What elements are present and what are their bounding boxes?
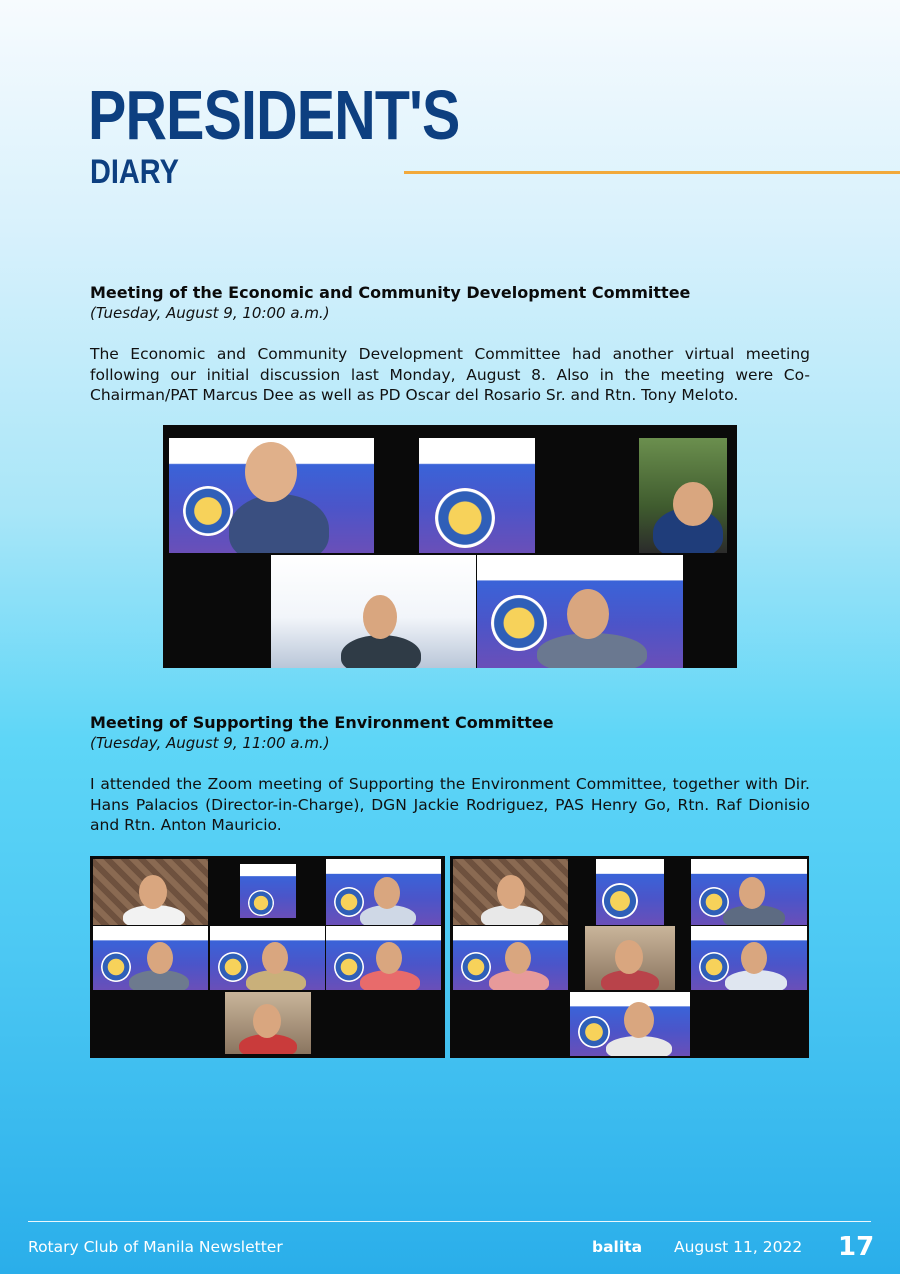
rotary-seal-image: [334, 952, 364, 982]
section-1-date: (Tuesday, August 9, 10:00 a.m.): [90, 304, 330, 322]
rotary-seal-image: [578, 1016, 610, 1048]
participant-head: [253, 1004, 281, 1038]
rotary-seal-image: [435, 488, 495, 548]
participant-head: [245, 442, 297, 502]
participant-tile: [453, 926, 568, 990]
rotary-seal-image: [491, 595, 547, 651]
participant-tile: [225, 992, 311, 1054]
zoom-meeting-photo-1: [163, 425, 737, 668]
footer-divider: [28, 1221, 871, 1222]
rotary-seal-image: [461, 952, 491, 982]
participant-tile: [326, 926, 441, 990]
participant-tile: [585, 926, 675, 990]
participant-head: [363, 595, 397, 639]
zoom-meeting-photo-2: [90, 856, 445, 1058]
rotary-seal-image: [602, 883, 638, 919]
rotary-seal-image: [699, 952, 729, 982]
participant-head: [615, 940, 643, 974]
zoom-meeting-photo-3: [450, 856, 809, 1058]
participant-image: [229, 494, 329, 553]
footer-brand: balita: [592, 1238, 643, 1256]
participant-head: [741, 942, 767, 974]
participant-tile: [93, 926, 208, 990]
participant-tile: [639, 438, 727, 553]
participant-tile: [169, 438, 374, 553]
participant-tile: [326, 859, 441, 925]
section-2-heading: Meeting of Supporting the Environment Committee: [90, 713, 554, 732]
rotary-seal-image: [248, 890, 274, 916]
participant-head: [262, 942, 288, 974]
rotary-seal-image: [101, 952, 131, 982]
participant-head: [147, 942, 173, 974]
section-2-body: I attended the Zoom meeting of Supporting the Environment Committee, together with Dir. Hans Palacios (Director-in-Charge), DGN Jackie Rodriguez, PAS Henry Go, Rtn. Raf Dionisio and Rtn. Anton Mauricio.: [90, 775, 810, 834]
title-accent-rule: [404, 171, 900, 174]
participant-tile: [477, 555, 683, 668]
participant-head: [624, 1002, 654, 1038]
participant-head: [673, 482, 713, 526]
participant-image: [606, 1036, 672, 1056]
participant-head: [139, 875, 167, 909]
participant-tile: [240, 864, 296, 918]
participant-tile: [453, 859, 568, 925]
participant-head: [505, 942, 531, 974]
participant-head: [497, 875, 525, 909]
rotary-seal-image: [218, 952, 248, 982]
participant-head: [376, 942, 402, 974]
participant-head: [567, 589, 609, 639]
section-1-body: The Economic and Community Development Committee had another virtual meeting following our initial discussion last Monday, August 8. Also in the meeting were Co-Chairman/PAT Marcus Dee as well as PD Oscar del Rosario Sr. and Rtn. Tony Meloto.: [90, 345, 810, 404]
participant-tile: [271, 555, 476, 668]
page-title: PRESIDENT'S: [88, 76, 460, 154]
rotary-seal-image: [334, 887, 364, 917]
participant-tile: [570, 992, 690, 1056]
page-number: 17: [838, 1232, 875, 1262]
participant-tile: [93, 859, 208, 925]
footer-publication: Rotary Club of Manila Newsletter: [28, 1238, 283, 1256]
rotary-seal-image: [183, 486, 233, 536]
participant-head: [374, 877, 400, 909]
section-1-heading: Meeting of the Economic and Community Development Committee: [90, 283, 691, 302]
footer-date: August 11, 2022: [674, 1238, 803, 1256]
participant-tile: [691, 926, 807, 990]
participant-tile: [691, 859, 807, 925]
participant-tile: [210, 926, 325, 990]
participant-tile: [419, 438, 535, 553]
participant-image: [341, 635, 421, 668]
participant-head: [739, 877, 765, 909]
section-2-date: (Tuesday, August 9, 11:00 a.m.): [90, 734, 330, 752]
participant-tile: [596, 859, 664, 925]
page-subtitle: DIARY: [90, 153, 179, 191]
